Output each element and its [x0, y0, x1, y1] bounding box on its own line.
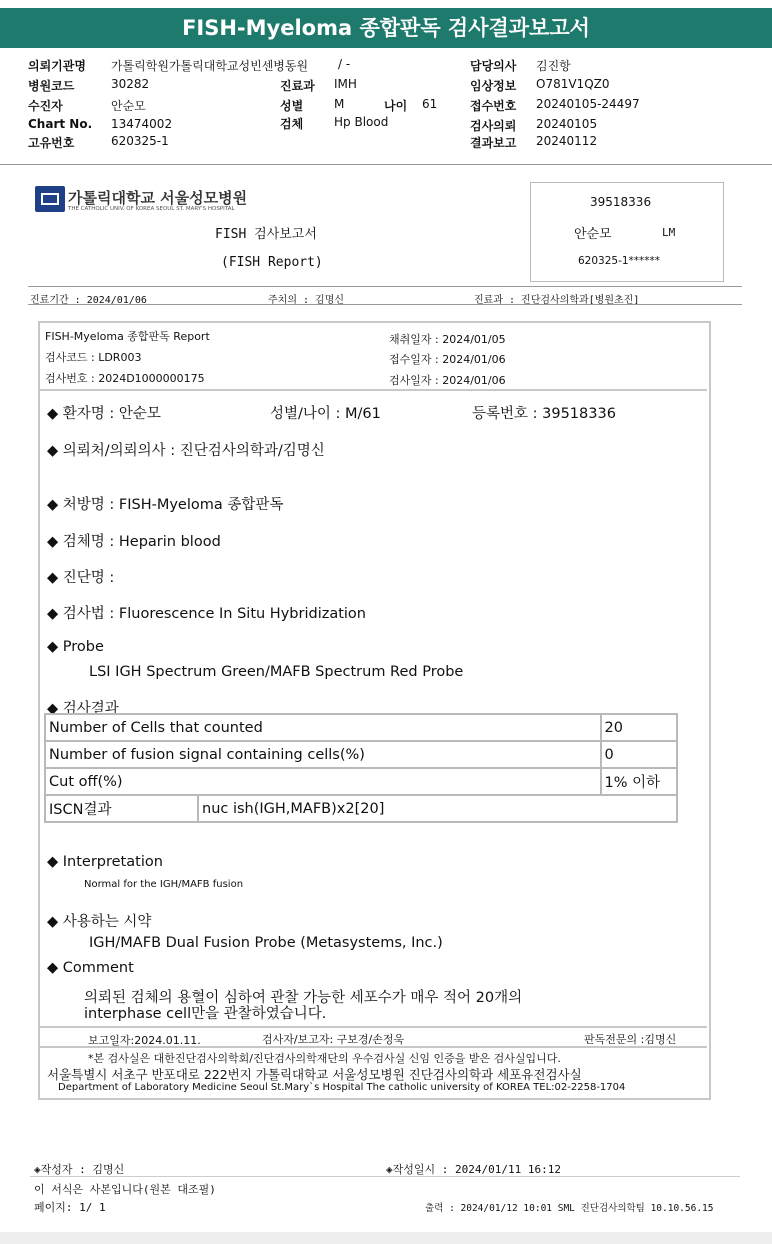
table-row — [45, 741, 677, 768]
patient-id-number: 39518336 — [590, 195, 652, 209]
chart-no-value: 13474002 — [111, 117, 173, 131]
chart-no-label: Chart No. — [28, 117, 93, 131]
method-row: ◆ 검사법 : Fluorescence In Situ Hybridization — [47, 606, 366, 622]
unique-no-value: 620325-1 — [111, 134, 169, 148]
dept-value: IMH — [334, 77, 357, 91]
copy-note: 이 서식은 사본입니다(원본 대조필) — [34, 1183, 216, 1196]
unique-no-label: 고유번호 — [28, 136, 75, 150]
patient-rrn: 620325-1****** — [578, 255, 661, 267]
examiner: 검사자/보고자: 구보경/손정욱 — [262, 1033, 405, 1046]
receive-date: 접수일자 : 2024/01/06 — [389, 353, 506, 366]
treatment-period: 진료기간 : 2024/01/06 — [30, 295, 147, 306]
header-divider — [0, 164, 772, 165]
age-label: 나이 — [384, 99, 408, 113]
result-row-value: 1% 이하 — [601, 768, 677, 795]
hospital-name: 가톨릭대학교 서울성모병원 — [68, 189, 248, 207]
clinical-info-value: O781V1QZ0 — [536, 77, 610, 91]
sex-age-row: 성별/나이 : M/61 — [270, 406, 381, 422]
test-number: 검사번호 : 2024D1000000175 — [45, 372, 205, 385]
test-code: 검사코드 : LDR003 — [45, 351, 142, 364]
result-label: ◆ 검사결과 — [47, 701, 119, 717]
comment-line-2: interphase cell만을 관찰하였습니다. — [84, 1006, 327, 1022]
cert-divider — [40, 1046, 707, 1048]
probe-label: ◆ Probe — [47, 639, 104, 655]
result-row-value: 20 — [601, 714, 677, 741]
iscn-label: ISCN결과 — [45, 795, 198, 822]
specimen-label: 검체 — [280, 117, 304, 131]
test-request-label: 검사의뢰 — [470, 119, 517, 133]
test-request-value: 20240105 — [536, 117, 598, 131]
patient-value: 안순모 — [111, 99, 146, 113]
result-row-label: Cut off(%) — [45, 768, 601, 795]
page-number: 페이지: 1/ 1 — [34, 1201, 106, 1214]
interpretation-value: Normal for the IGH/MAFB fusion — [84, 879, 244, 890]
receipt-no-label: 접수번호 — [470, 99, 517, 113]
result-table — [44, 713, 678, 823]
doc-subtitle: (FISH Report) — [221, 255, 323, 270]
report-rule-bottom — [28, 304, 742, 305]
prescription-row: ◆ 처방명 : FISH-Myeloma 종합판독 — [47, 497, 284, 513]
age-value: 61 — [422, 97, 438, 111]
result-row-label: Number of Cells that counted — [45, 714, 601, 741]
patient-code: LM — [662, 226, 676, 239]
sex-value: M — [334, 97, 345, 111]
patient-label: 수진자 — [28, 99, 63, 113]
receipt-no-value: 20240105-24497 — [536, 97, 640, 111]
author: ◈작성자 : 김명신 — [34, 1163, 125, 1176]
certification-note: *본 검사실은 대한진단검사의학회/진단검사의학재단의 우수검사실 신임 인증을 받은 검사실입니다. — [88, 1052, 561, 1065]
table-row — [45, 795, 677, 822]
reader-doctor: 판독전문의 :김명신 — [584, 1033, 677, 1046]
comment-label: ◆ Comment — [47, 960, 134, 976]
header-slash: / - — [338, 57, 351, 71]
specimen-row: ◆ 검체명 : Heparin blood — [47, 534, 221, 550]
doc-title: FISH 검사보고서 — [215, 227, 317, 242]
inner-report-box — [38, 321, 711, 1100]
patient-name-row: ◆ 환자명 : 안순모 — [47, 406, 161, 422]
registration-number: 등록번호 : 39518336 — [472, 406, 616, 422]
patient-name-box: 안순모 — [574, 227, 612, 242]
department-english: Department of Laboratory Medicine Seoul St.Mary`s Hospital The catholic university of KOREA TEL:02-2258-1704 — [58, 1082, 626, 1093]
diagnosis-row: ◆ 진단명 : — [47, 570, 115, 586]
result-report-label: 결과보고 — [470, 136, 517, 150]
reagent-value: IGH/MAFB Dual Fusion Probe (Metasystems, Inc.) — [89, 935, 443, 951]
report-rule-top — [28, 286, 742, 287]
reagent-label: ◆ 사용하는 시약 — [47, 914, 152, 930]
comment-line-1: 의뢰된 검체의 용혈이 심하여 관찰 가능한 세포수가 매우 적어 20개의 — [84, 990, 523, 1006]
result-report-value: 20240112 — [536, 134, 598, 148]
specimen-value: Hp Blood — [334, 115, 389, 129]
clinical-info-label: 임상정보 — [470, 79, 517, 93]
referring-institution-value: 가톨릭학원가톨릭대학교성빈센병동원 — [111, 59, 309, 73]
attending-doctor-value: 김진항 — [536, 59, 571, 73]
physician: 주치의 : 김명신 — [268, 295, 345, 306]
result-row-label: Number of fusion signal containing cells(%) — [45, 741, 601, 768]
hospital-code-label: 병원코드 — [28, 79, 75, 93]
department-korean: 서울특별시 서초구 반포대로 222번지 가톨릭대학교 서울성모병원 진단검사의학과 세포유전검사실 — [47, 1067, 582, 1082]
table-row — [45, 768, 677, 795]
report-title: FISH-Myeloma 종합판독 검사결과보고서 — [0, 8, 772, 48]
hospital-code-value: 30282 — [111, 77, 150, 91]
report-date: 보고일자:2024.01.11. — [88, 1034, 201, 1047]
referring-institution-label: 의뢰기관명 — [28, 59, 86, 73]
dept-label: 진료과 — [280, 79, 315, 93]
probe-value: LSI IGH Spectrum Green/MAFB Spectrum Red Probe — [89, 664, 464, 680]
sex-label: 성별 — [280, 99, 304, 113]
collect-date: 채취일자 : 2024/01/05 — [389, 333, 506, 346]
table-row — [45, 714, 677, 741]
bottom-bar — [0, 1232, 772, 1244]
iscn-value: nuc ish(IGH,MAFB)x2[20] — [198, 795, 677, 822]
hospital-logo-icon — [35, 186, 65, 212]
attending-doctor-label: 담당의사 — [470, 59, 517, 73]
result-row-value: 0 — [601, 741, 677, 768]
hospital-sub: THE CATHOLIC UNIV. OF KOREA SEOUL ST. MARY'S HOSPITAL — [68, 206, 235, 212]
written-datetime: ◈작성일시 : 2024/01/11 16:12 — [386, 1163, 561, 1176]
footer-divider — [30, 1176, 740, 1177]
sign-divider — [40, 1026, 707, 1028]
printed-info: 출력 : 2024/01/12 10:01 SML 진단검사의학팀 10.10.56.15 — [425, 1203, 714, 1214]
interpretation-label: ◆ Interpretation — [47, 854, 163, 870]
department: 진료과 : 진단검사의학과[병원초진] — [474, 295, 640, 306]
inner-report-title: FISH-Myeloma 종합판독 Report — [45, 330, 210, 343]
referrer-row: ◆ 의뢰처/의뢰의사 : 진단검사의학과/김명신 — [47, 443, 325, 459]
inner-top-divider — [40, 389, 707, 391]
test-date: 검사일자 : 2024/01/06 — [389, 374, 506, 387]
